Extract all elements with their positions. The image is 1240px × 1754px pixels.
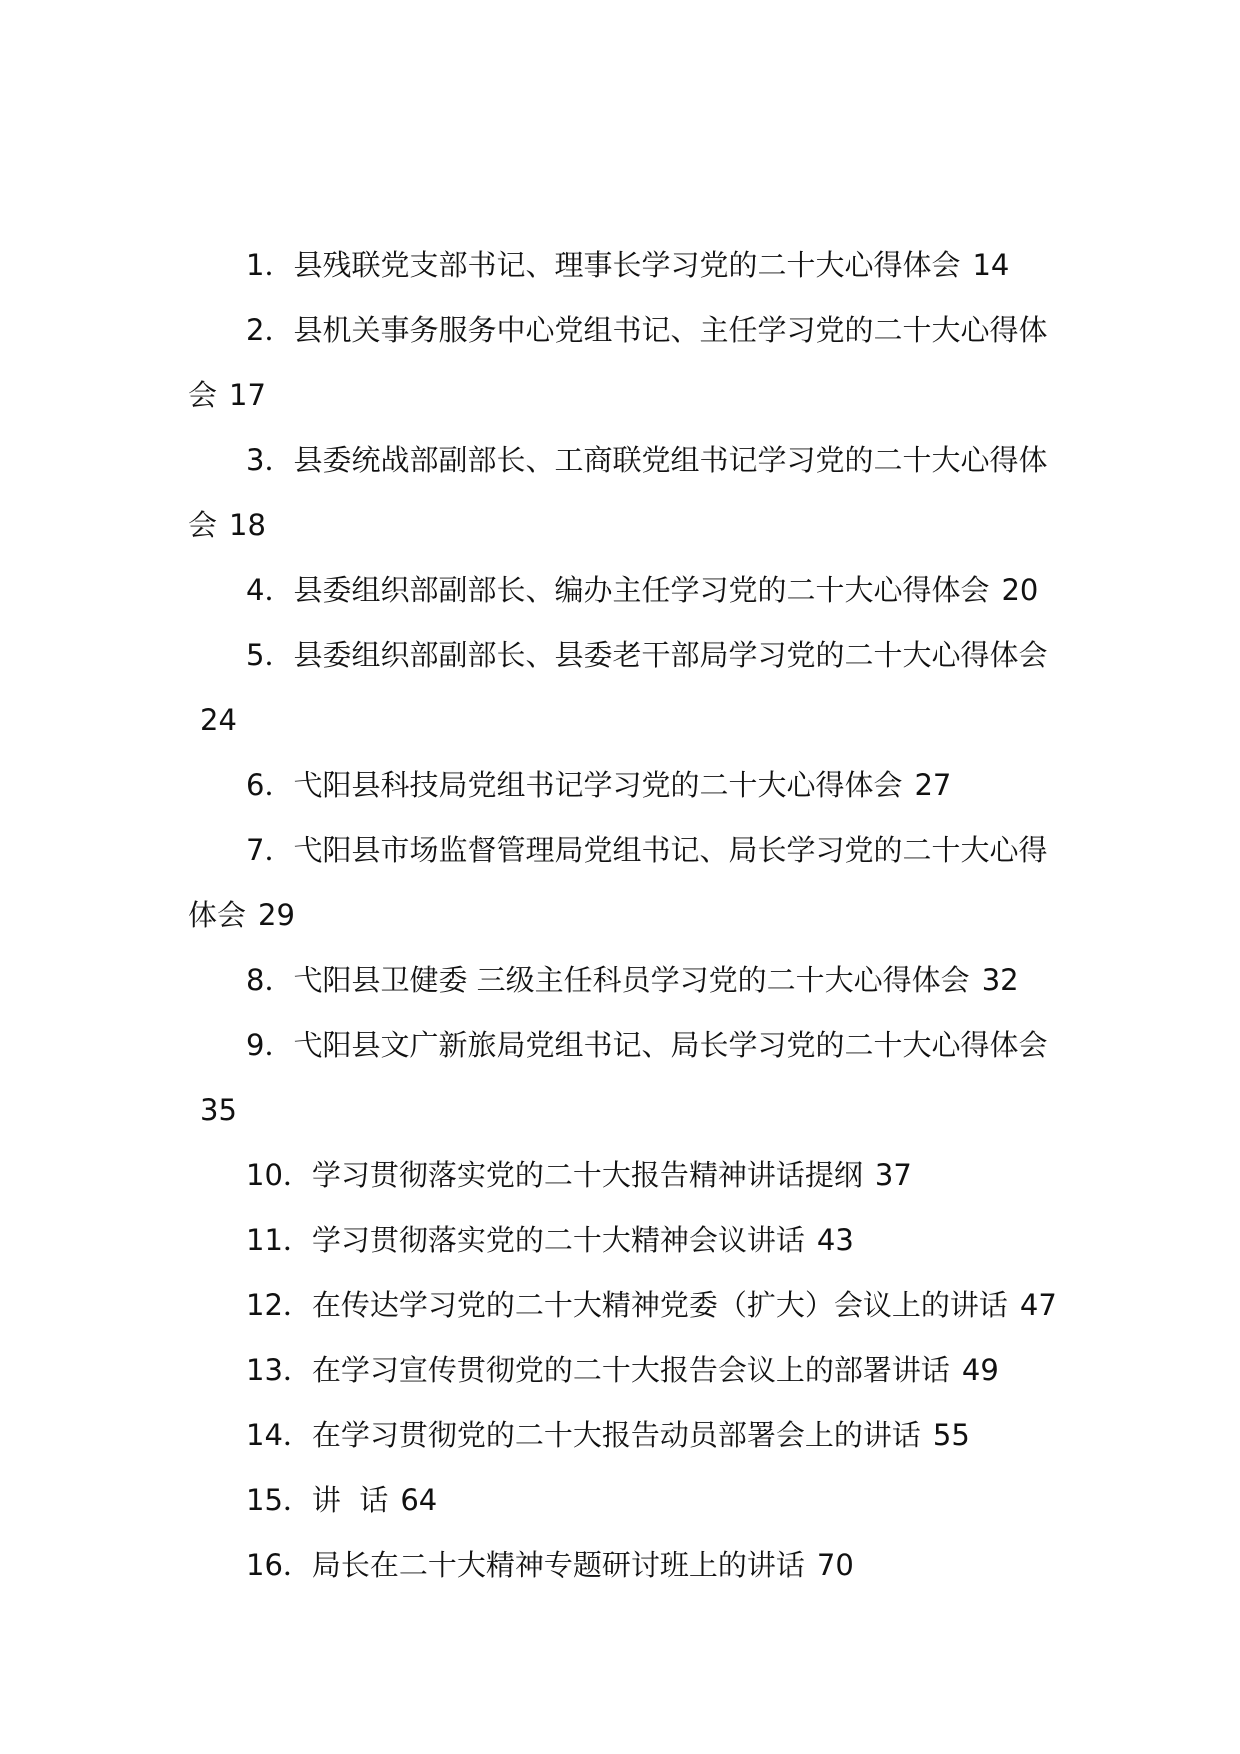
toc-title: 县机关事务服务中心党组书记、主任学习党的二十大心得体会 [188,313,1048,412]
toc-page-number: 37 [874,1158,912,1192]
toc-entry[interactable] [188,1533,1068,1598]
toc-page-number: 27 [914,768,952,802]
toc-page-number: 17 [229,378,266,412]
toc-title: 弋阳县文广新旅局党组书记、局长学习党的二十大心得体会 [293,1028,1048,1062]
toc-page-number: 47 [1019,1288,1057,1322]
toc-entry[interactable] [188,1273,1068,1338]
toc-entry[interactable] [188,428,1068,558]
toc-number: 13． [246,1353,312,1387]
toc-title: 局长在二十大精神专题研讨班上的讲话 [311,1548,805,1582]
toc-entry[interactable] [188,233,1068,298]
toc-page-number: 20 [1001,573,1039,607]
toc-number: 15． [246,1483,312,1517]
toc-page-number: 49 [961,1353,999,1387]
toc-page-number: 24 [200,703,237,737]
toc-title: 县委组织部副部长、编办主任学习党的二十大心得体会 [293,573,990,607]
toc-title: 县委统战部副部长、工商联党组书记学习党的二十大心得体会 [188,443,1048,542]
toc-page-number: 35 [200,1093,237,1127]
toc-entry[interactable] [188,818,1068,948]
toc-number: 5． [246,638,294,672]
toc-page-number: 64 [400,1483,438,1517]
toc-number: 7． [246,833,294,867]
toc-page-number: 32 [981,963,1019,997]
toc-number: 14． [246,1418,312,1452]
toc-entry[interactable] [188,558,1068,623]
toc-number: 9． [246,1028,294,1062]
toc-title: 县委组织部副部长、县委老干部局学习党的二十大心得体会 [293,638,1048,672]
toc-title: 学习贯彻落实党的二十大精神会议讲话 [311,1223,805,1257]
toc-number: 11． [246,1223,312,1257]
toc-number: 12． [246,1288,312,1322]
toc-number: 1． [246,248,294,282]
toc-title: 弋阳县卫健委 三级主任科员学习党的二十大心得体会 [293,963,970,997]
toc-entry[interactable] [188,1403,1068,1468]
toc-page-number: 29 [258,898,295,932]
toc-entry[interactable] [188,1338,1068,1403]
toc-entry[interactable] [188,1208,1068,1273]
toc-number: 16． [246,1548,312,1582]
toc-page-number: 70 [816,1548,854,1582]
toc-entry[interactable] [188,1468,1068,1533]
toc-title: 在学习宣传贯彻党的二十大报告会议上的部署讲话 [311,1353,950,1387]
toc-entry[interactable] [188,1143,1068,1208]
toc-title: 弋阳县科技局党组书记学习党的二十大心得体会 [293,768,903,802]
toc-title: 在传达学习党的二十大精神党委（扩大）会议上的讲话 [311,1288,1008,1322]
toc-entry[interactable] [188,1013,1068,1143]
toc-page-number: 43 [816,1223,854,1257]
toc-title: 学习贯彻落实党的二十大报告精神讲话提纲 [311,1158,863,1192]
toc-number: 2． [246,313,294,347]
toc-title: 弋阳县市场监督管理局党组书记、局长学习党的二十大心得体会 [188,833,1048,932]
toc-page-number: 18 [229,508,266,542]
toc-number: 10． [246,1158,312,1192]
toc-title: 县残联党支部书记、理事长学习党的二十大心得体会 [293,248,961,282]
toc-title: 在学习贯彻党的二十大报告动员部署会上的讲话 [311,1418,921,1452]
toc-title: 讲 话 [311,1483,389,1517]
toc-number: 6． [246,768,294,802]
toc-page-number: 55 [932,1418,970,1452]
toc-number: 8． [246,963,294,997]
toc-entry[interactable] [188,948,1068,1013]
toc-number: 3． [246,443,294,477]
toc-entry[interactable] [188,623,1068,753]
toc-number: 4． [246,573,294,607]
table-of-contents [188,233,1068,1598]
toc-entry[interactable] [188,298,1068,428]
toc-entry[interactable] [188,753,1068,818]
toc-page-number: 14 [972,248,1010,282]
